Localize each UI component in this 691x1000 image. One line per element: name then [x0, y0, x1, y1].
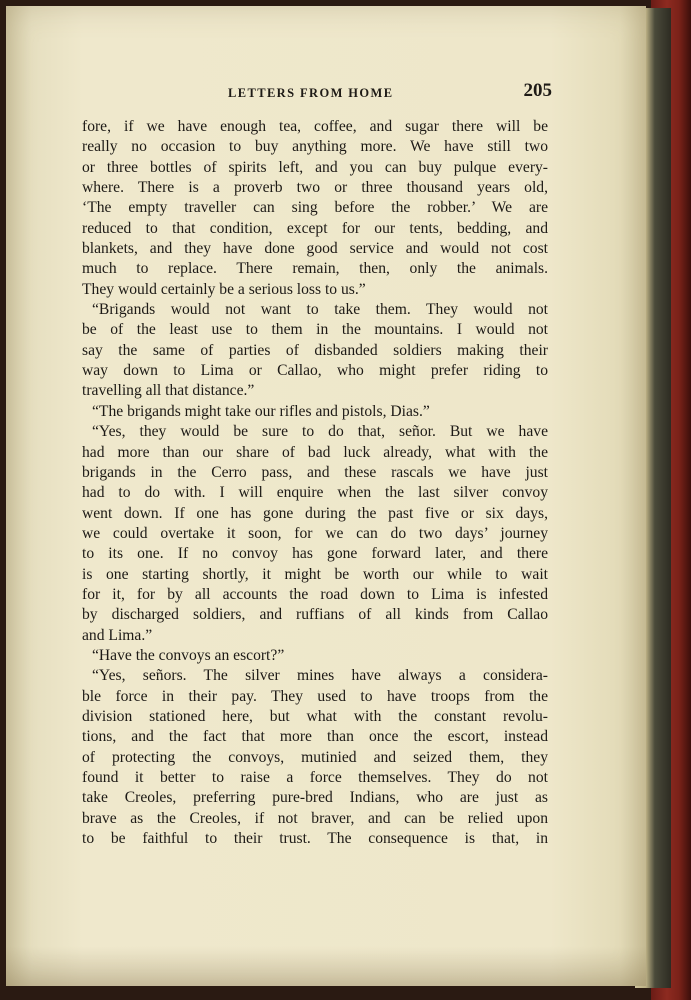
body-text: [82, 117, 548, 849]
text-line: and Lima.”: [82, 626, 153, 644]
text-line: “The brigands might take our rifles and pistols, Dias.”: [92, 402, 430, 420]
text-line: be of the least use to them in the mountains. I would not: [82, 321, 548, 339]
text-line: of protecting the convoys, mutinied and seized them, they: [82, 748, 548, 766]
text-line: had more than our share of bad luck already, what with the: [82, 443, 548, 461]
text-line: “Yes, señors. The silver mines have always a considera-: [92, 667, 548, 685]
page-shadow: [6, 946, 646, 986]
text-line: is one starting shortly, it might be worth our while to wait: [82, 565, 548, 583]
text-line: division stationed here, but what with the constant revolu-: [82, 707, 548, 725]
text-line: to be faithful to their trust. The consequence is that, in: [82, 830, 548, 848]
text-line: tions, and the fact that more than once the escort, instead: [82, 728, 548, 746]
running-head: LETTERS FROM HOME: [228, 86, 394, 100]
text-line: went down. If one has gone during the past five or six days,: [82, 504, 548, 522]
text-line: fore, if we have enough tea, coffee, and sugar there will be: [82, 118, 548, 135]
text-line: way down to Lima or Callao, who might prefer riding to: [82, 362, 548, 380]
text-line: by discharged soldiers, and ruffians of all kinds from Callao: [82, 606, 548, 624]
text-line: brave as the Creoles, if not braver, and can be relied upon: [82, 809, 548, 827]
text-line: for it, for by all accounts the road down to Lima is infested: [82, 585, 548, 603]
text-line: or three bottles of spirits left, and you can buy pulque every-: [82, 158, 548, 176]
text-line: really no occasion to buy anything more. We have still two: [82, 138, 548, 156]
text-line: travelling all that distance.”: [82, 382, 255, 400]
text-line: “Brigands would not want to take them. They would not: [92, 301, 548, 319]
text-line: “Have the convoys an escort?”: [92, 646, 285, 664]
text-line: where. There is a proverb two or three thousand years old,: [82, 179, 548, 197]
text-line: to its one. If no convoy has gone forward later, and there: [82, 545, 548, 563]
text-line: had to do with. I will enquire when the last silver convoy: [82, 484, 548, 502]
text-line: blankets, and they have done good service and would not cost: [82, 240, 548, 258]
text-line: much to replace. There remain, then, only the animals.: [82, 260, 548, 278]
text-line: brigands in the Cerro pass, and these rascals we have just: [82, 463, 548, 481]
text-line: ble force in their pay. They used to have troops from the: [82, 687, 548, 705]
text-line: say the same of parties of disbanded soldiers making their: [82, 341, 548, 359]
text-line: ‘The empty traveller can sing before the robber.’ We are: [82, 199, 548, 217]
text-line: found it better to raise a force themselves. They do not: [82, 769, 548, 786]
text-line: reduced to that condition, except for our tents, bedding, and: [82, 219, 548, 237]
text-line: take Creoles, preferring pure-bred Indians, who are just as: [82, 789, 548, 807]
page-header: [82, 80, 552, 106]
text-line: “Yes, they would be sure to do that, señor. But we have: [92, 423, 548, 441]
text-line: we could overtake it soon, for we can do two days’ journey: [82, 524, 548, 542]
text-line: They would certainly be a serious loss to us.”: [82, 280, 366, 298]
page-number: 205: [523, 80, 552, 101]
